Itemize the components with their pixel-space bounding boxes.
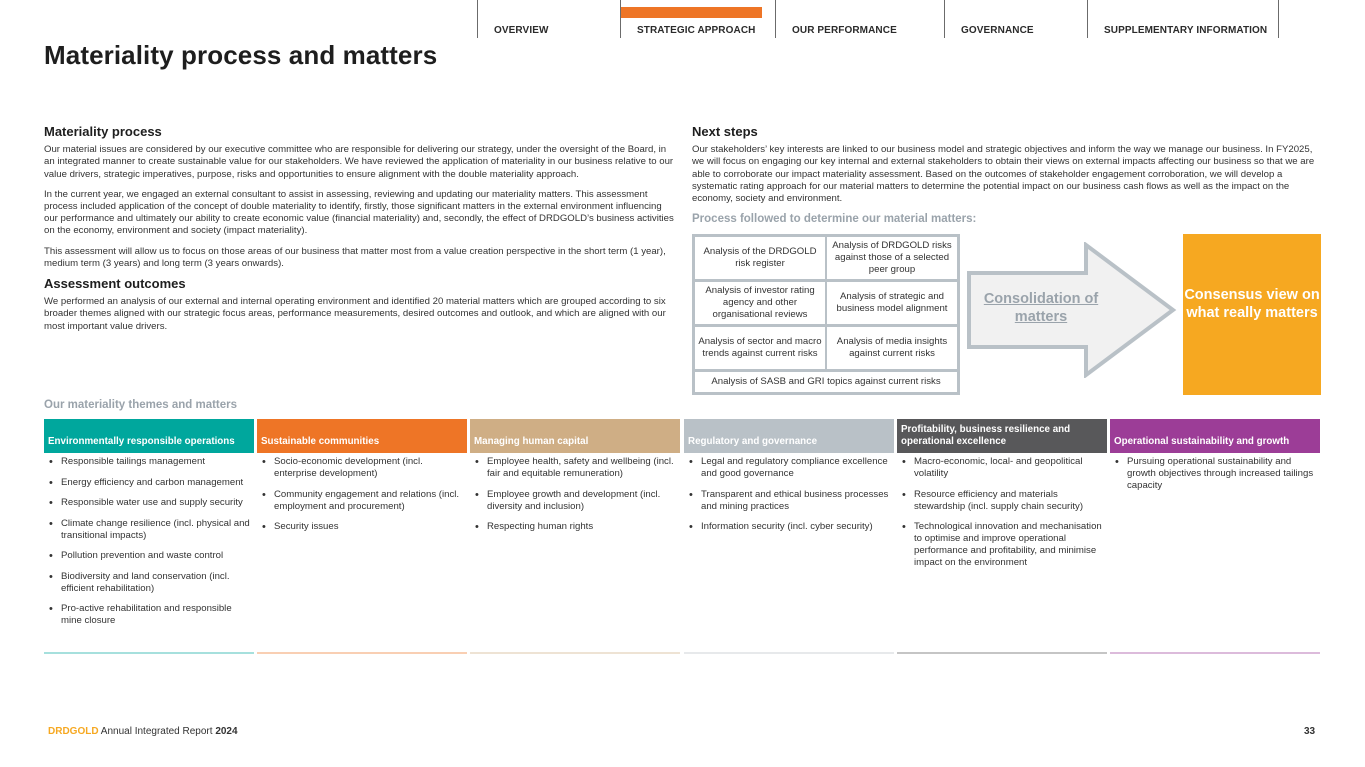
theme-divider [1110,652,1320,654]
theme-header: Regulatory and governance [684,419,894,453]
footer [48,726,238,737]
process-cell: Analysis of media insights against current risks [827,327,957,369]
list-item: • Employee health, safety and wellbeing (incl. fair and equitable remuneration) [474,456,676,480]
list-item: • Climate change resilience (incl. physical and transitional impacts) [48,518,250,542]
process-analysis-grid [692,234,960,395]
theme-matters-list [257,453,467,533]
list-item: • Responsible water use and supply security [48,497,250,509]
theme-column [684,419,894,654]
page-title: Materiality process and matters [44,40,438,70]
theme-matters-list [44,453,254,627]
theme-divider [470,652,680,654]
theme-divider [684,652,894,654]
process-cell: Analysis of the DRDGOLD risk register [695,237,825,279]
process-cell: Analysis of investor rating agency and other organisational reviews [695,282,825,324]
process-cell: Analysis of strategic and business model alignment [827,282,957,324]
theme-header: Operational sustainability and growth [1110,419,1320,453]
theme-matters-list [897,453,1107,569]
theme-matters-list [470,453,680,533]
footer-report: Annual Integrated Report [98,726,216,737]
nav-tab-label: OUR PERFORMANCE [792,25,897,36]
paragraph: This assessment will allow us to focus on those areas of our business that matter most from a value creation perspective in the short term (1 year), medium term (3 years) and long term (3 years onwards). [44,245,666,269]
nav-tab-our-performance[interactable] [775,0,944,38]
theme-header: Profitability, business resilience and operational excellence [897,419,1107,453]
themes-title: Our materiality themes and matters [44,399,238,411]
list-item: • Security issues [261,521,463,533]
paragraph: In the current year, we engaged an external consultant to assist in assessing, reviewing and updating our materiality matters. This assessment process included application of the concept of double materiality to identify, firstly, those significant matters in the external environment influencing our performance and ultimately our ability to create economic value (financial materiality) and, secondly, the effect of DRDGOLD’s business activities on the economy, environment and society (impact materiality). [44,188,674,237]
list-item: • Socio-economic development (incl. enterprise development) [261,456,463,480]
nav-tab-governance[interactable] [944,0,1087,38]
theme-column [257,419,467,654]
list-item: • Pursuing operational sustainability and growth objectives through increased tailings capacity [1114,456,1316,492]
active-tab-indicator [621,7,762,18]
top-navigation [477,0,1295,38]
footer-brand: DRDGOLD [48,726,99,737]
list-item: • Pollution prevention and waste control [48,550,250,562]
theme-column [44,419,254,654]
list-item: • Resource efficiency and materials stewardship (incl. supply chain security) [901,489,1103,513]
theme-matters-list [684,453,894,533]
process-cell: Analysis of SASB and GRI topics against current risks [695,372,957,392]
paragraph: Our material issues are considered by our executive committee who are responsible for delivering our strategy, under the oversight of the Board, in an integrated manner to create sustainable value for our stakeholders. We have reviewed the application of materiality in our business relative to our value drivers, strategic imperatives, purpose, risks and opportunities to ensure alignment with the double materiality approach. [44,144,674,180]
list-item: • Community engagement and relations (incl. employment and procurement) [261,489,463,513]
consensus-box: Consensus view on what really matters [1183,234,1321,395]
theme-column [470,419,680,654]
nav-tab-label: GOVERNANCE [961,25,1034,36]
section-heading: Next steps [692,124,758,139]
process-cell: Analysis of DRDGOLD risks against those of a selected peer group [827,237,957,279]
process-title: Process followed to determine our material matters: [692,213,977,226]
theme-divider [44,652,254,654]
nav-tab-label: OVERVIEW [494,25,549,36]
next-steps-section [692,126,1322,225]
theme-header: Sustainable communities [257,419,467,453]
nav-tab-label: SUPPLEMENTARY INFORMATION [1104,25,1268,36]
theme-header: Managing human capital [470,419,680,453]
list-item: • Macro-economic, local- and geopolitical volatility [901,456,1103,480]
nav-tab-strategic-approach[interactable] [620,0,775,38]
section-heading: Assessment outcomes [44,276,186,292]
theme-column [1110,419,1320,654]
list-item: • Technological innovation and mechanisation to optimise and improve operational performance and profitability, and minimise impact on the environment [901,521,1103,569]
nav-tab-overview[interactable] [477,0,620,38]
list-item: • Transparent and ethical business processes and mining practices [688,489,890,513]
theme-matters-list [1110,453,1320,492]
theme-header: Environmentally responsible operations [44,419,254,453]
list-item: • Employee growth and development (incl. diversity and inclusion) [474,489,676,513]
process-cell: Analysis of sector and macro trends against current risks [695,327,825,369]
list-item: • Energy efficiency and carbon management [48,477,250,489]
list-item: • Information security (incl. cyber security) [688,521,890,533]
list-item: • Biodiversity and land conservation (incl. efficient rehabilitation) [48,571,250,595]
section-heading: Materiality process [44,124,162,139]
list-item: • Respecting human rights [474,521,676,533]
list-item: • Legal and regulatory compliance excellence and good governance [688,456,890,480]
theme-divider [257,652,467,654]
list-item: • Responsible tailings management [48,456,250,468]
consolidation-label: Consolidation of matters [983,291,1099,325]
nav-tab-label: STRATEGIC APPROACH [637,25,756,36]
nav-tab-supplementary-information[interactable] [1087,0,1279,38]
paragraph: Our stakeholders’ key interests are linked to our business model and strategic objectives and inform the way we manage our business. In FY2025, we will focus on engaging our key internal and external stakeholders to obtain their views on external impacts affecting our business so that we are able to corroborate our impact materiality assessment. Based on the outcomes of stakeholder engagement corroboration, we will develop a systematic rating approach for our material matters to determine the potential impact on our business cash flows as well as the impact on the economy, society and environment. [692,144,1315,205]
theme-divider [897,652,1107,654]
materiality-process-section [44,126,674,341]
list-item: • Pro-active rehabilitation and responsible mine closure [48,603,250,627]
paragraph: We performed an analysis of our external and internal operating environment and identified 20 material matters which are grouped according to six broader themes aligned with our strategic focus areas, performance measurements, desired outcomes and outlook, and which are aligned with our most important value drivers. [44,296,666,332]
page-number: 33 [1304,726,1316,737]
theme-column [897,419,1107,654]
footer-year: 2024 [215,726,238,737]
